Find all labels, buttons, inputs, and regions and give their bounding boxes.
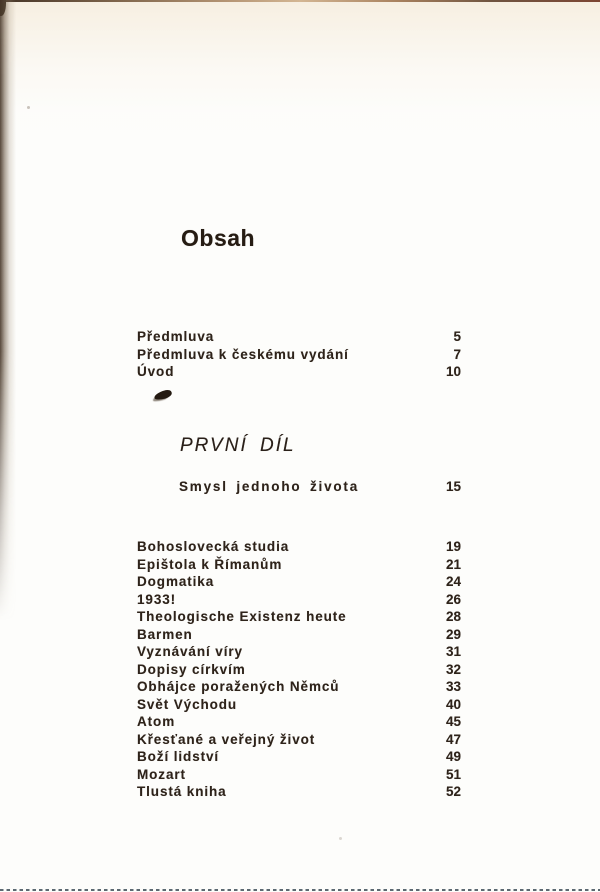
toc-entry-page-number: 5 <box>453 329 461 344</box>
scan-top-edge-line <box>0 0 600 2</box>
toc-entry-page-number: 7 <box>453 346 461 362</box>
toc-row <box>137 346 461 364</box>
toc-entry-page-number: 33 <box>445 679 461 694</box>
toc-row <box>137 626 461 644</box>
part-subtitle-page-number: 15 <box>445 479 461 494</box>
toc-entry-label: Předmluva k českému vydání <box>137 346 349 362</box>
toc-entry-label: Svět Východu <box>137 696 238 712</box>
toc-row <box>137 328 461 346</box>
toc-entry-label: Boží lidství <box>137 749 220 764</box>
ink-smudge <box>153 389 172 401</box>
scan-corner-shadow <box>0 0 6 16</box>
toc-entry-label: Předmluva <box>137 329 215 344</box>
toc-entry-label: Dogmatika <box>137 574 215 589</box>
toc-entry-page-number: 49 <box>445 749 461 764</box>
toc-entry-label: 1933! <box>137 591 177 607</box>
toc-row <box>137 731 461 749</box>
front-matter-list <box>137 328 461 381</box>
toc-entry-page-number: 21 <box>445 556 461 572</box>
toc-entry-label: Tlustá kniha <box>137 784 227 799</box>
toc-row <box>137 538 461 556</box>
part-subtitle-label: Smysl jednoho života <box>179 479 360 494</box>
scan-bottom-dashed-line <box>0 889 600 891</box>
toc-entry-page-number: 45 <box>445 714 461 729</box>
toc-entry-page-number: 51 <box>445 766 461 782</box>
toc-row <box>137 643 461 661</box>
toc-row <box>137 678 461 696</box>
toc-entry-page-number: 31 <box>445 644 461 659</box>
toc-entry-page-number: 26 <box>445 591 461 607</box>
scan-left-edge-shadow <box>0 0 16 640</box>
toc-entry-label: Bohoslovecká studia <box>137 539 290 554</box>
toc-entry-label: Obhájce poražených Němců <box>137 679 340 694</box>
part-subtitle-row <box>179 479 461 494</box>
toc-row <box>137 608 461 626</box>
toc-entry-page-number: 29 <box>445 626 461 642</box>
toc-entry-page-number: 40 <box>445 696 461 712</box>
toc-row <box>137 713 461 731</box>
toc-entry-label: Barmen <box>137 626 193 642</box>
toc-entry-label: Mozart <box>137 766 186 782</box>
toc-entry-page-number: 19 <box>445 539 461 554</box>
toc-row <box>137 591 461 609</box>
toc-entry-label: Dopisy církvím <box>137 661 246 677</box>
paper-speck <box>339 837 342 840</box>
toc-entry-page-number: 47 <box>445 731 461 747</box>
toc-entry-label: Theologische Existenz heute <box>137 609 347 624</box>
toc-entry-label: Atom <box>137 714 176 729</box>
toc-row <box>137 661 461 679</box>
toc-row <box>137 573 461 591</box>
part-heading: PRVNÍ DÍL <box>180 435 296 456</box>
paper-top-tint <box>0 0 600 150</box>
toc-row <box>137 783 461 801</box>
toc-entry-page-number: 52 <box>445 784 461 799</box>
toc-row <box>137 363 461 381</box>
toc-entry-label: Vyznávání víry <box>137 644 243 659</box>
toc-entry-page-number: 28 <box>445 609 461 624</box>
chapter-list <box>137 538 461 801</box>
toc-entry-label: Úvod <box>137 364 175 379</box>
toc-row <box>137 556 461 574</box>
toc-row <box>137 748 461 766</box>
toc-entry-page-number: 10 <box>445 364 461 379</box>
toc-entry-label: Křesťané a veřejný život <box>137 731 316 747</box>
toc-row <box>137 696 461 714</box>
paper-speck <box>27 106 30 109</box>
toc-entry-page-number: 32 <box>445 661 461 677</box>
toc-row <box>137 766 461 784</box>
toc-entry-page-number: 24 <box>445 574 461 589</box>
toc-entry-label: Epištola k Římanům <box>137 556 283 572</box>
page-title: Obsah <box>181 225 256 251</box>
